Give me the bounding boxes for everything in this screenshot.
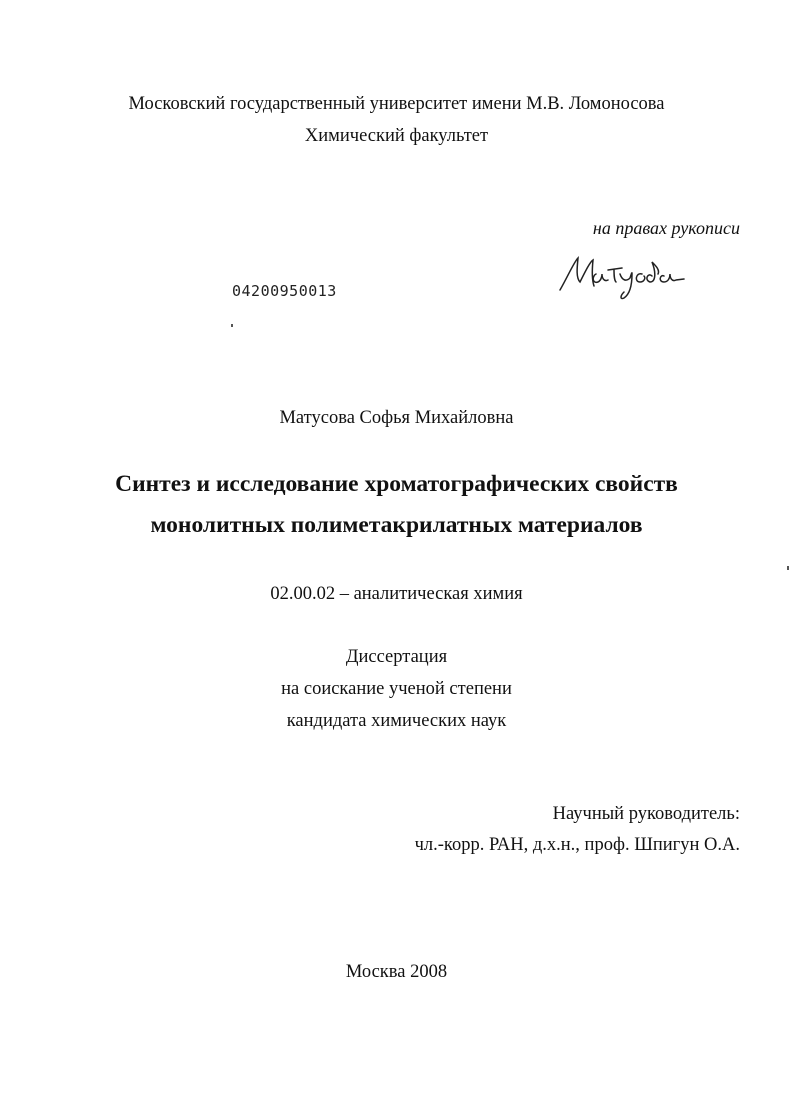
- degree-line-1: Диссертация: [345, 647, 448, 667]
- specialty-code: 02.00.02 – аналитическая химия: [270, 584, 523, 604]
- author-signature: [556, 252, 686, 302]
- archive-stamp-number: 04200950013: [232, 282, 337, 300]
- author-name: Матусова Софья Михайловна: [279, 408, 514, 428]
- dissertation-title-line-1: Синтез и исследование хроматографических свойств: [115, 471, 678, 497]
- manuscript-note: на правах рукописи: [592, 218, 740, 238]
- degree-line-2: на соискание ученой степени: [281, 679, 512, 699]
- faculty-name: Химический факультет: [304, 126, 489, 146]
- supervisor-name: чл.-корр. РАН, д.х.н., проф. Шпигун О.А.: [414, 835, 740, 855]
- city-year: Москва 2008: [345, 962, 448, 982]
- dissertation-title-line-2: монолитных полиметакрилатных материалов: [150, 512, 643, 538]
- scan-speck: [231, 324, 233, 327]
- degree-line-3: кандидата химических наук: [286, 711, 507, 731]
- scan-speck: [787, 566, 789, 570]
- university-name: Московский государственный университет имени М.В. Ломоносова: [128, 94, 665, 114]
- supervisor-label: Научный руководитель:: [552, 804, 740, 824]
